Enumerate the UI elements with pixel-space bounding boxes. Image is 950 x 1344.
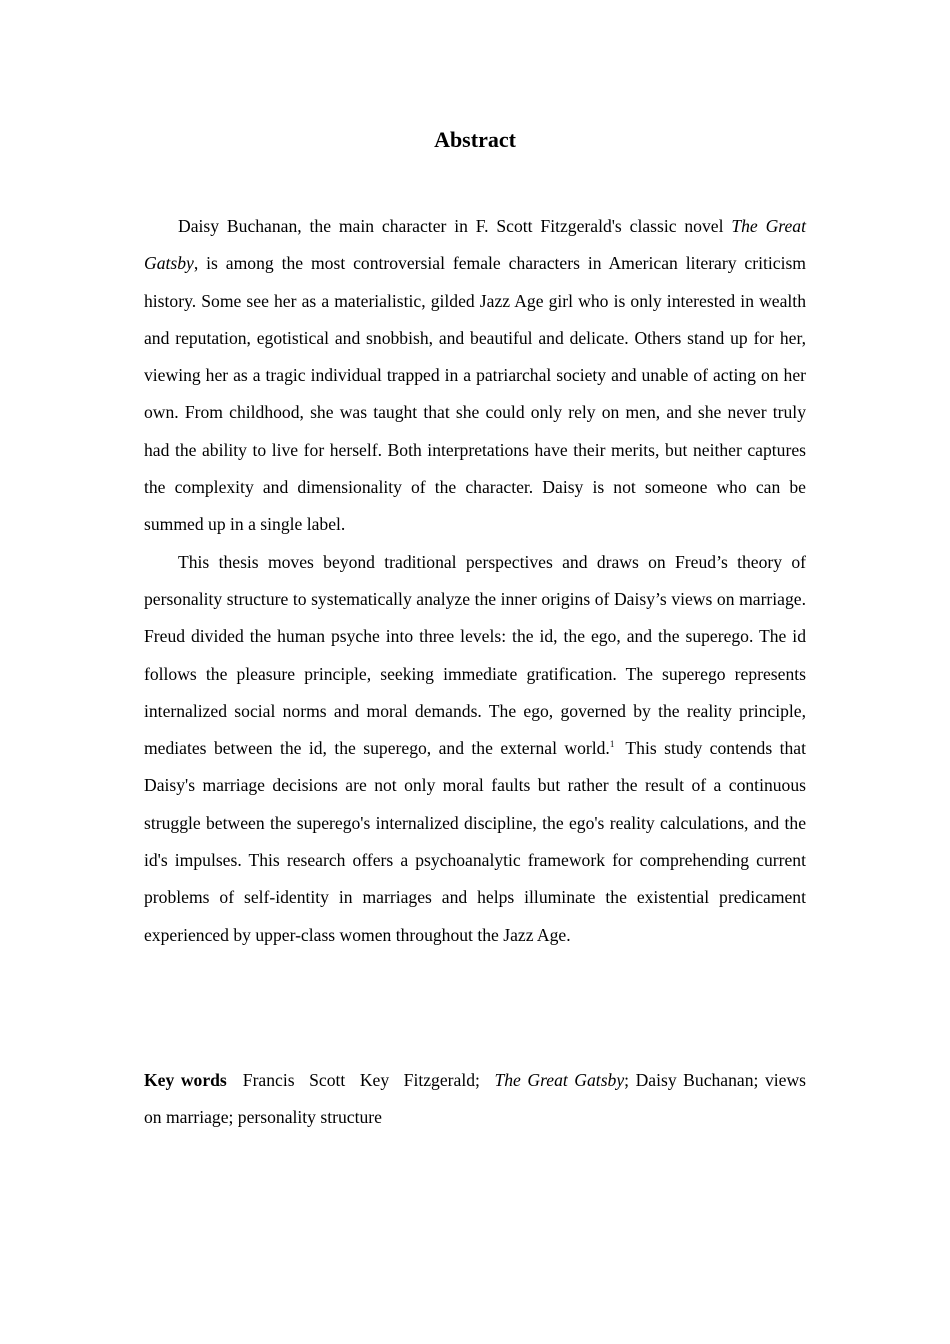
paragraph-2-text-a: This thesis moves beyond traditional perspectives and draws on Freud’s theory of personality structure to systematically analyze the inner origins of Daisy’s views on marriage. Freud divided the human psyche into three levels: the id, the ego, and the superego. The id follows the pleasure principle, seeking immediate gratification. The superego represents internalized social norms and moral demands. The ego, governed by the reality principle, mediates between the id, the superego, and the external world. xyxy=(144,551,806,759)
paragraph-2-text-b: This study contends that Daisy's marriage decisions are not only moral faults but rather the result of a continuous struggle between the superego's internalized discipline, the ego's reality calculations, and the id's impulses. This research offers a psychoanalytic framework for comprehending current problems of self-identity in marriages and helps illuminate the existential predicament experienced by upper-class women throughout the Jazz Age. xyxy=(144,738,806,945)
keyword-rest: ; Daisy Buchanan; views on marriage; personality structure xyxy=(144,1070,806,1128)
paragraph-1-text-b: , is among the most controversial female characters in American literary criticism history. Some see her as a materialistic, gilded Jazz Age girl who is only interested in wealth and reputation, egotistical and snobbish, and beautiful and delicate. Others stand up for her, viewing her as a tragic individual trapped in a patriarchal society and unable of acting on her own. From childhood, she was taught that she could only rely on men, and she never truly had the ability to live for herself. Both interpretations have their merits, but neither captures the complexity and dimensionality of the character. Daisy is not someone who can be summed up in a single label. xyxy=(144,253,806,535)
novel-title-italic: The Great Gatsby xyxy=(144,216,806,274)
abstract-paragraph-1 xyxy=(144,208,806,544)
footnote-marker: 1 xyxy=(609,739,615,750)
keywords-label: Key words xyxy=(144,1070,227,1090)
keyword-novel-title: The Great Gatsby xyxy=(494,1070,625,1090)
abstract-paragraph-2 xyxy=(144,544,806,954)
paragraph-1-text-a: Daisy Buchanan, the main character in F. Scott Fitzgerald's classic novel xyxy=(178,216,732,236)
keywords-section xyxy=(144,1062,806,1137)
page-title: Abstract xyxy=(434,127,516,152)
keyword-author: Francis Scott Key Fitzgerald; xyxy=(242,1070,495,1090)
abstract-body xyxy=(144,208,806,954)
